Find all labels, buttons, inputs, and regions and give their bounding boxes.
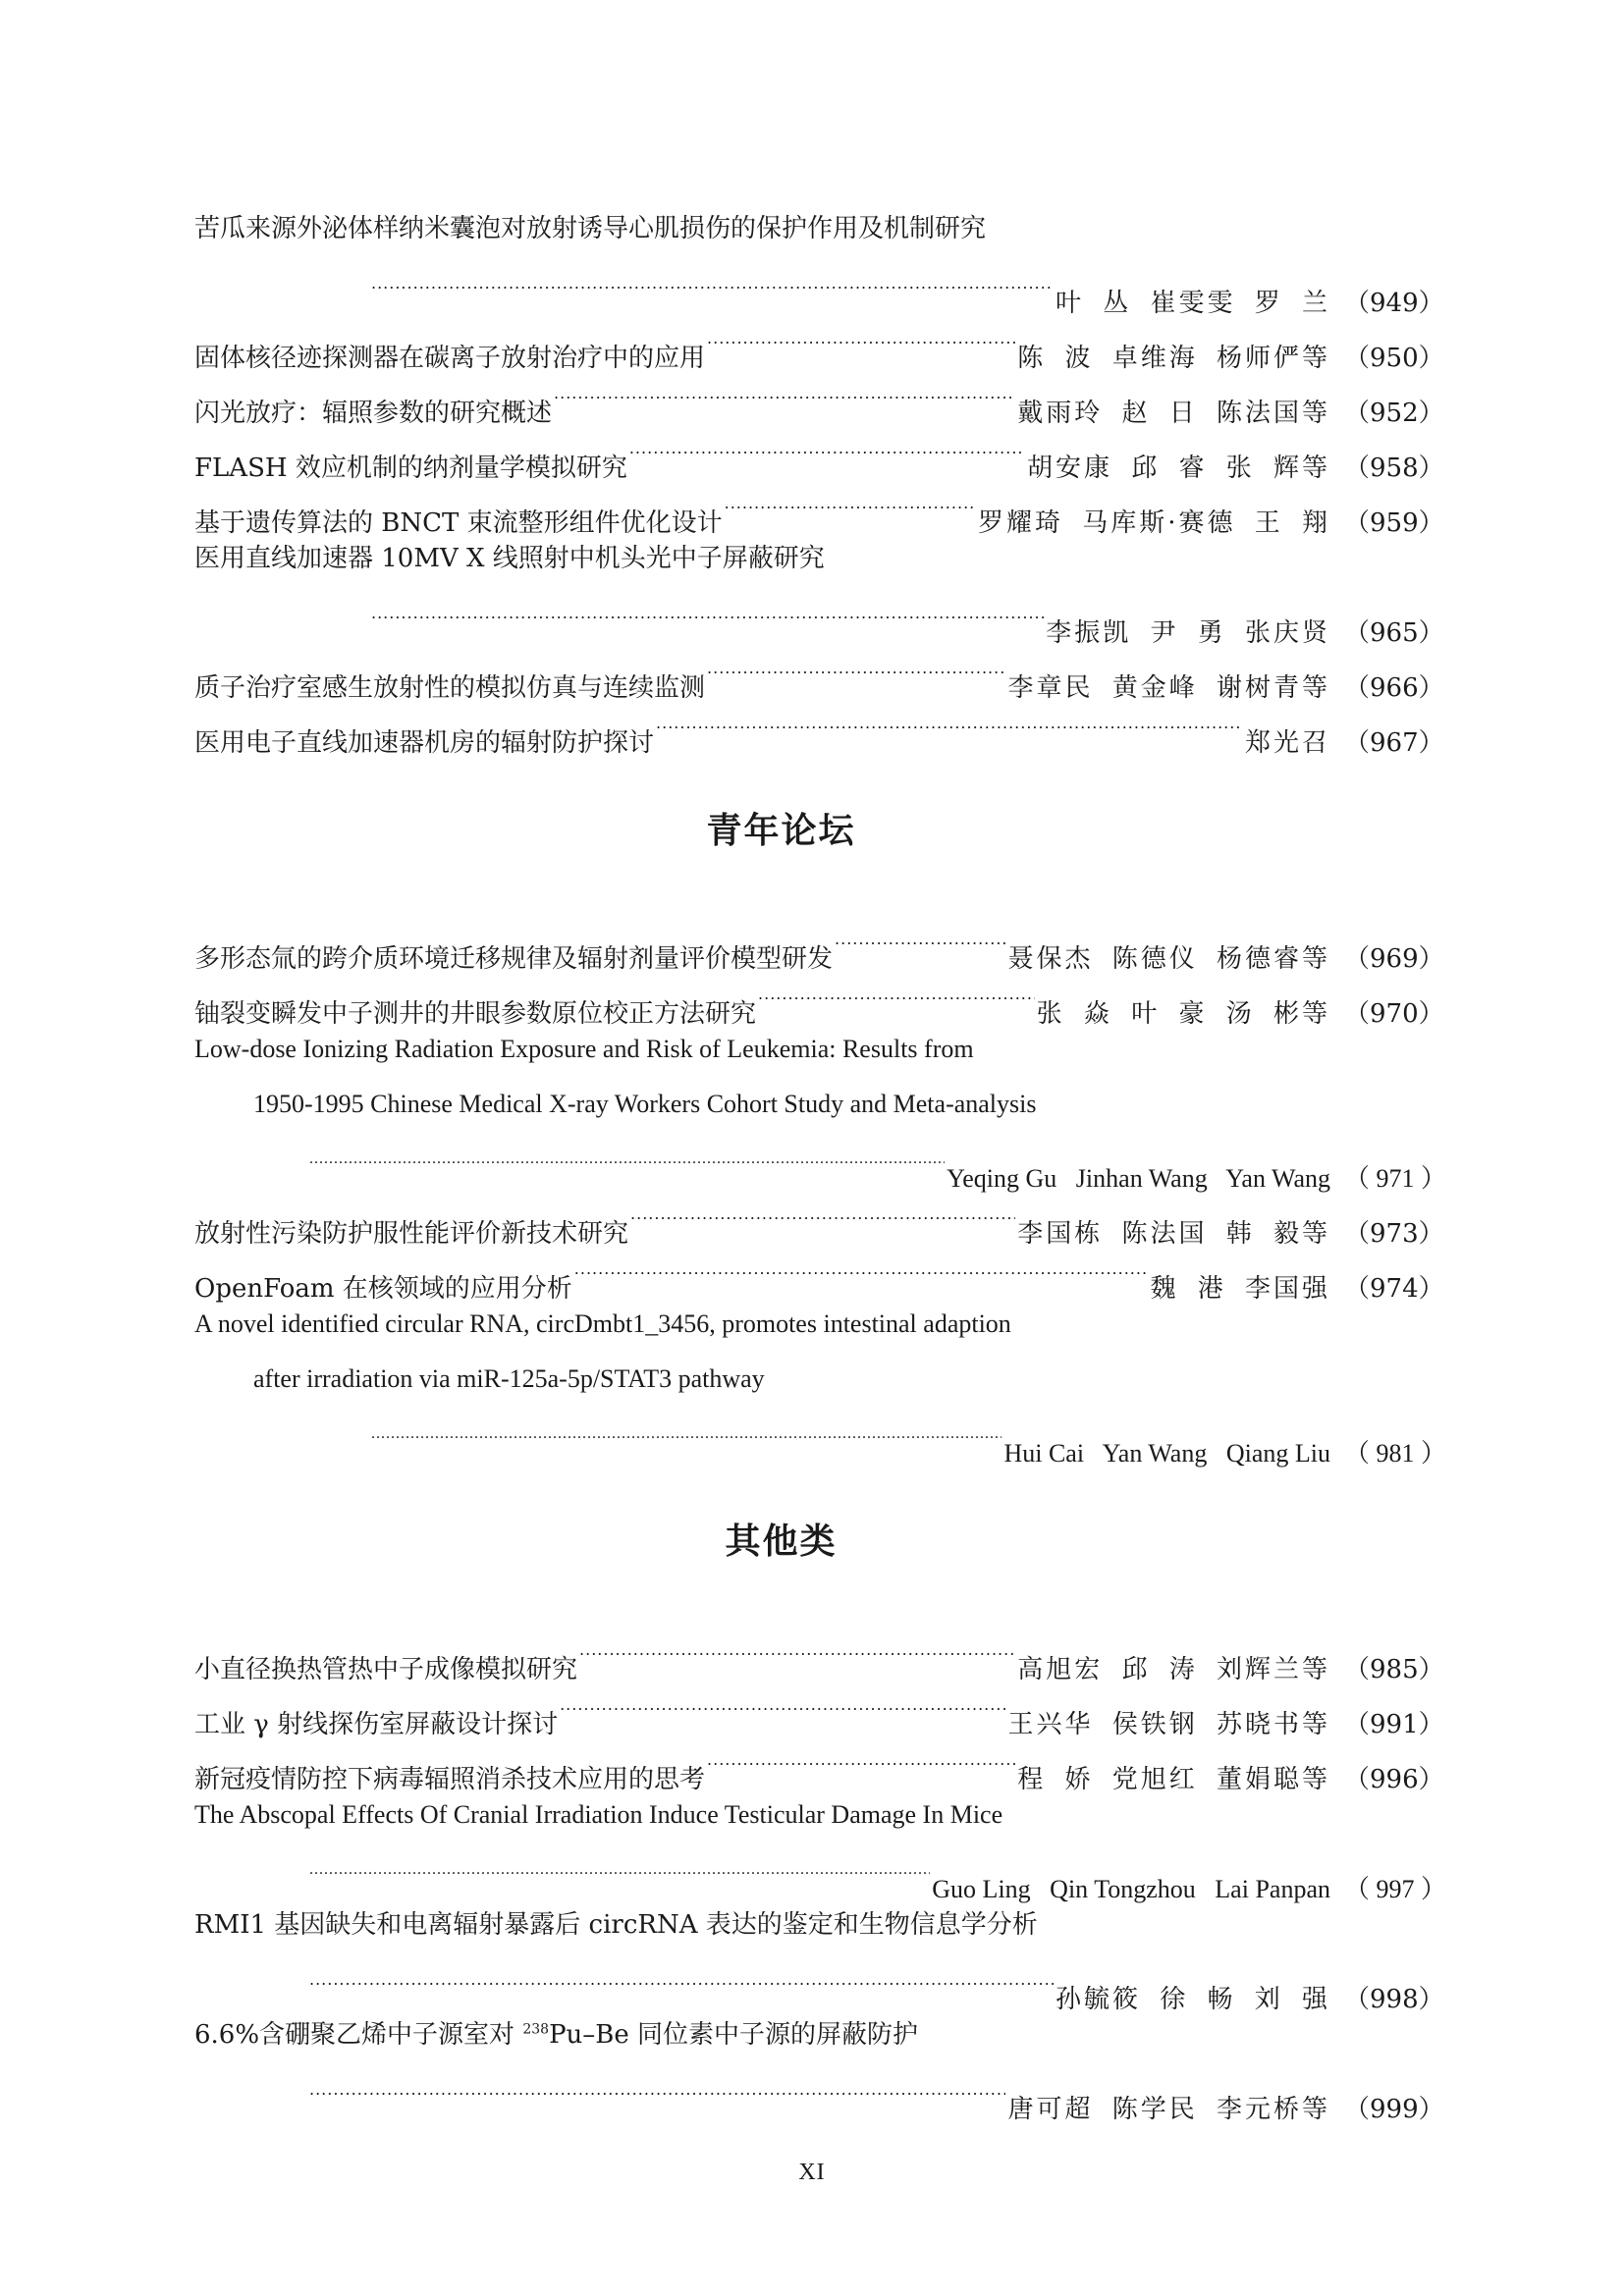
leader-dots xyxy=(371,1407,1001,1462)
entry-page: （ 981 ） xyxy=(1344,1439,1447,1468)
entry-page: （959） xyxy=(1344,508,1444,538)
leader-dots xyxy=(371,256,1054,311)
entry-title: The Abscopal Effects Of Cranial Irradiation Induce Testicular Damage In Mice xyxy=(194,1800,1003,1829)
toc-entry-authors xyxy=(194,1407,1447,1468)
entry-page: （967） xyxy=(1344,728,1444,758)
leader-dots xyxy=(707,641,1005,696)
entry-title: 医用直线加速器 10MV X 线照射中机头光中子屏蔽研究 xyxy=(194,544,825,573)
entry-authors: Hui Cai Yan Wang Qiang Liu xyxy=(1003,1439,1330,1468)
entry-authors: 李国栋 陈法国 韩 毅等 xyxy=(1017,1219,1330,1249)
entry-title: 闪光放疗：辐照参数的研究概述 xyxy=(194,399,553,428)
spacer xyxy=(194,1601,1436,1623)
entry-page: （958） xyxy=(1344,454,1444,483)
leader-dots xyxy=(835,912,1005,967)
entry-authors: Yeqing Gu Jinhan Wang Yan Wang xyxy=(947,1164,1330,1193)
entry-authors: 叶 丛 崔雯雯 罗 兰 xyxy=(1055,289,1330,318)
toc-entry-title-cont xyxy=(194,1077,1436,1132)
entry-page: （ 971 ） xyxy=(1344,1164,1447,1193)
entry-title: OpenFoam 在核领域的应用分析 xyxy=(194,1274,572,1304)
entry-title: 放射性污染防护服性能评价新技术研究 xyxy=(194,1219,629,1249)
entry-authors: 魏 港 李国强 xyxy=(1150,1274,1330,1304)
toc-entry-title-cont xyxy=(194,1352,1436,1407)
entry-authors: Guo Ling Qin Tongzhou Lai Panpan xyxy=(932,1875,1330,1903)
entry-page: （965） xyxy=(1344,618,1444,648)
leader-dots xyxy=(579,1623,1015,1678)
entry-authors: 罗耀琦 马库斯·赛德 王 翔 xyxy=(977,508,1330,538)
section-heading-youth-forum: 青年论坛 xyxy=(706,811,856,851)
entry-page: （999） xyxy=(1344,2095,1444,2124)
leader-dots xyxy=(707,1733,1015,1788)
entry-page: （ 997 ） xyxy=(1344,1875,1447,1903)
entry-page: （973） xyxy=(1344,1219,1444,1249)
toc-entry-authors xyxy=(194,256,1444,318)
entry-authors: 戴雨玲 赵 日 陈法国等 xyxy=(1017,399,1330,428)
leader-dots xyxy=(554,366,1015,421)
entry-page: （985） xyxy=(1344,1655,1444,1684)
entry-page: （974） xyxy=(1344,1274,1444,1304)
entry-page: （952） xyxy=(1344,399,1444,428)
entry-authors: 高旭宏 邱 涛 刘辉兰等 xyxy=(1017,1655,1330,1684)
entry-authors: 李振凯 尹 勇 张庆贤 xyxy=(1046,618,1330,648)
entry-authors: 胡安康 邱 睿 张 辉等 xyxy=(1026,454,1330,483)
entry-page: （996） xyxy=(1344,1765,1444,1794)
entry-page: （966） xyxy=(1344,673,1444,703)
leader-dots xyxy=(560,1678,1005,1733)
leader-dots xyxy=(309,2062,1005,2117)
isotope-mass-number: 238 xyxy=(522,2021,550,2038)
entry-page: （969） xyxy=(1344,944,1444,974)
toc-entry-title xyxy=(194,201,1436,256)
entry-page: （970） xyxy=(1344,999,1444,1029)
leader-dots xyxy=(629,421,1025,476)
entry-title: 多形态氚的跨介质环境迁移规律及辐射剂量评价模型研发 xyxy=(194,944,834,974)
entry-authors: 郑光召 xyxy=(1244,728,1330,758)
entry-title: 工业 γ 射线探伤室屏蔽设计探讨 xyxy=(194,1710,559,1739)
toc-entry-authors xyxy=(194,1952,1444,2014)
leader-dots xyxy=(309,1842,930,1897)
entry-authors: 陈 波 卓维海 杨师俨等 xyxy=(1017,344,1330,373)
entry-authors: 王兴华 侯铁钢 苏晓书等 xyxy=(1007,1710,1330,1739)
title-part: 6.6%含硼聚乙烯中子源室对 xyxy=(194,2020,523,2050)
leader-dots xyxy=(656,696,1243,751)
entry-title: 新冠疫情防控下病毒辐照消杀技术应用的思考 xyxy=(194,1765,706,1794)
spacer xyxy=(194,890,1436,912)
entry-title: 1950-1995 Chinese Medical X-ray Workers Cohort Study and Meta-analysis xyxy=(253,1090,1037,1118)
leader-dots xyxy=(725,476,976,531)
toc-entry-authors xyxy=(194,2062,1444,2124)
leader-dots xyxy=(371,586,1044,641)
page-number: XI xyxy=(798,2160,826,2185)
toc-entry xyxy=(194,1623,1444,1684)
entry-title: RMI1 基因缺失和电离辐射暴露后 circRNA 表达的鉴定和生物信息学分析 xyxy=(194,1910,1038,1940)
entry-authors: 程 娇 党旭红 董娟聪等 xyxy=(1017,1765,1330,1794)
entry-title xyxy=(194,2007,918,2062)
entry-authors: 李章民 黄金峰 谢树青等 xyxy=(1007,673,1330,703)
entry-title: 铀裂变瞬发中子测井的井眼参数原位校正方法研究 xyxy=(194,999,757,1029)
title-part: Pu–Be 同位素中子源的屏蔽防护 xyxy=(549,2020,919,2050)
toc-entry-authors xyxy=(194,1132,1447,1193)
entry-title: after irradiation via miR-125a-5p/STAT3 pathway xyxy=(253,1364,765,1393)
entry-title: 质子治疗室感生放射性的模拟仿真与连续监测 xyxy=(194,673,706,703)
toc-entry-authors xyxy=(194,586,1444,648)
entry-page: （991） xyxy=(1344,1710,1444,1739)
entry-authors: 张 焱 叶 豪 汤 彬等 xyxy=(1036,999,1330,1029)
entry-title: FLASH 效应机制的纳剂量学模拟研究 xyxy=(194,454,627,483)
table-of-contents xyxy=(194,201,1447,2124)
entry-title: 固体核径迹探测器在碳离子放射治疗中的应用 xyxy=(194,344,706,373)
section-heading-others: 其他类 xyxy=(725,1522,838,1562)
leader-dots xyxy=(707,311,1015,366)
entry-title: 苦瓜来源外泌体样纳米囊泡对放射诱导心肌损伤的保护作用及机制研究 xyxy=(194,214,987,243)
leader-dots xyxy=(309,1952,1054,2007)
leader-dots xyxy=(309,1132,945,1187)
toc-entry xyxy=(194,912,1444,974)
toc-entry-authors xyxy=(194,1842,1447,1903)
entry-page: （998） xyxy=(1344,1985,1444,2014)
entry-authors: 聂保杰 陈德仪 杨德睿等 xyxy=(1007,944,1330,974)
entry-title: 小直径换热管热中子成像模拟研究 xyxy=(194,1655,578,1684)
entry-title: 医用电子直线加速器机房的辐射防护探讨 xyxy=(194,728,655,758)
entry-authors: 孙毓筱 徐 畅 刘 强 xyxy=(1055,1985,1330,2014)
leader-dots xyxy=(758,967,1035,1022)
entry-page: （949） xyxy=(1344,289,1444,318)
entry-title: A novel identified circular RNA, circDmbt1_3456, promotes intestinal adaption xyxy=(194,1309,1011,1338)
entry-authors: 唐可超 陈学民 李元桥等 xyxy=(1007,2095,1330,2124)
entry-title: Low-dose Ionizing Radiation Exposure and Risk of Leukemia: Results from xyxy=(194,1035,974,1063)
leader-dots xyxy=(630,1187,1015,1242)
leader-dots xyxy=(574,1242,1149,1297)
entry-title: 基于遗传算法的 BNCT 束流整形组件优化设计 xyxy=(194,508,723,538)
entry-page: （950） xyxy=(1344,344,1444,373)
